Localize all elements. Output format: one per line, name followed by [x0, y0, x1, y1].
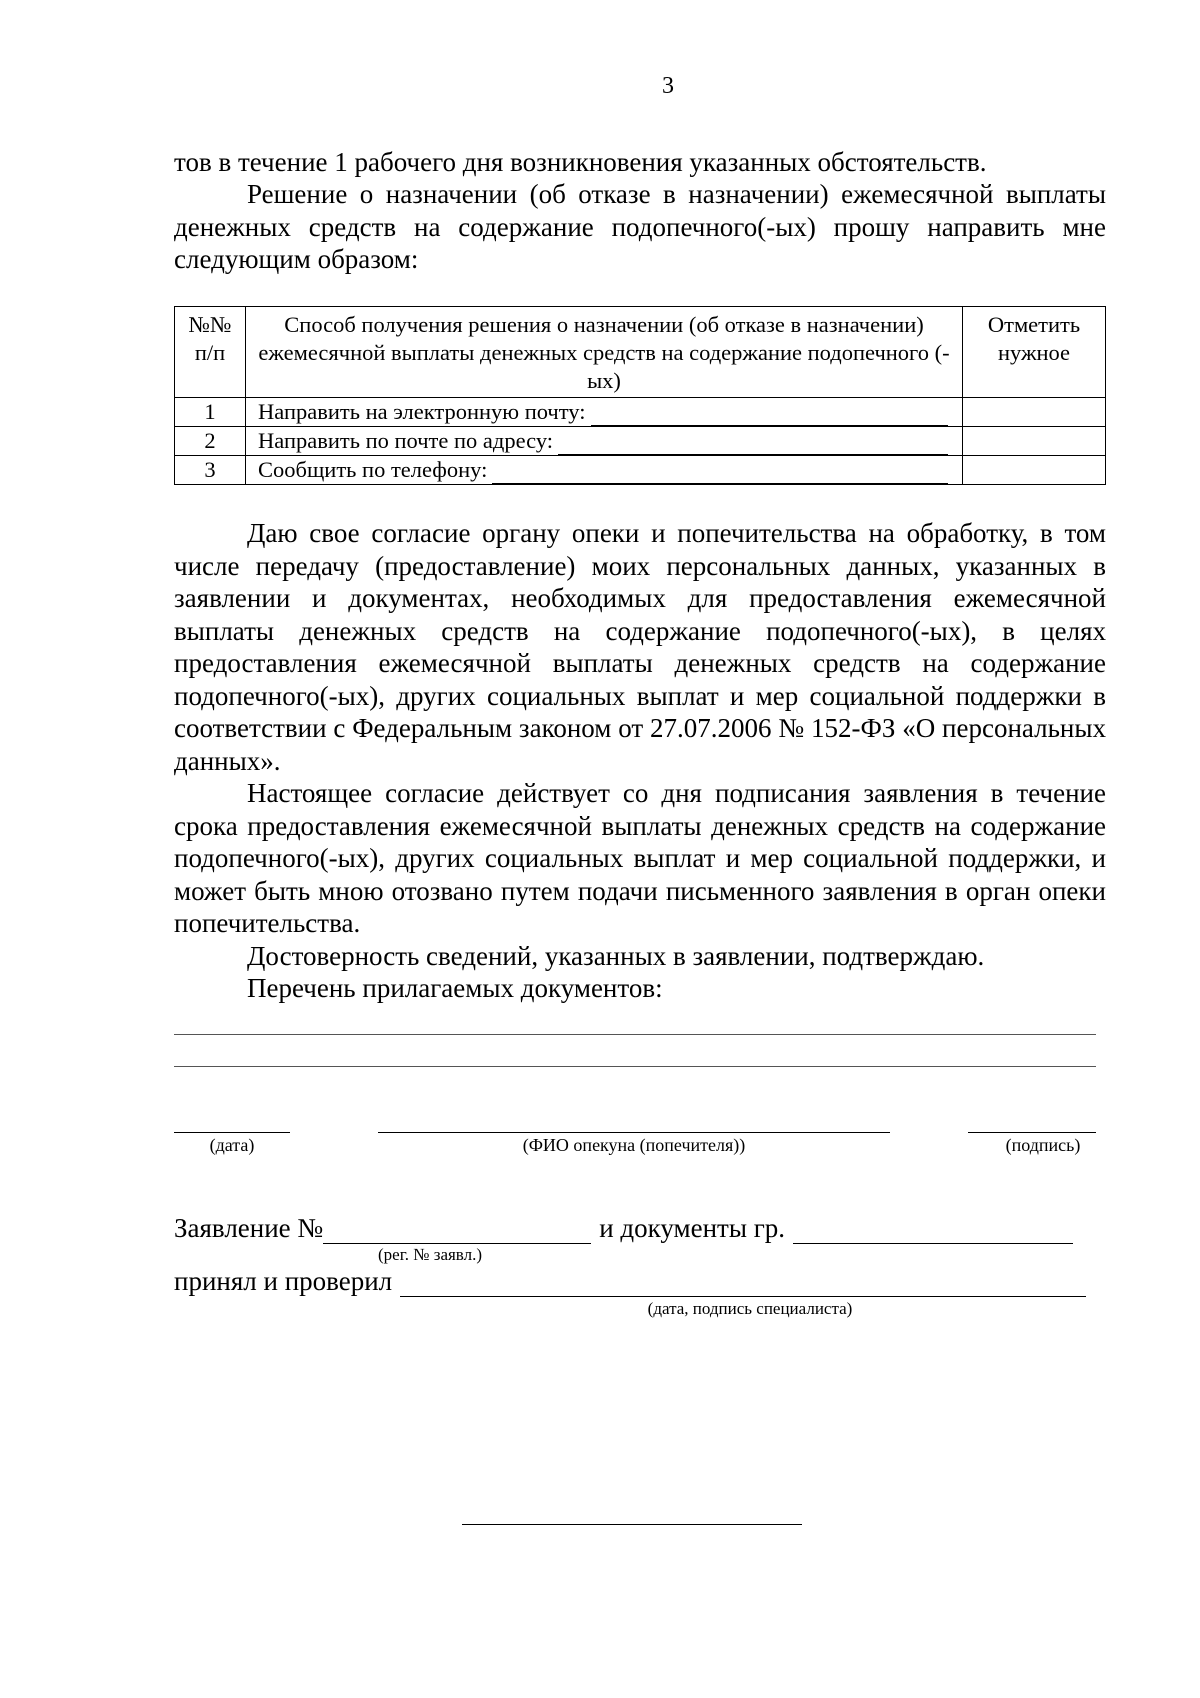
header-method: Способ получения решения о назначении (об отказе в назначении) ежемесячной выплаты денежных средств на содержание подопечного (-ых) — [246, 307, 963, 398]
method-email — [246, 398, 963, 427]
statement-row — [174, 1212, 1073, 1244]
mark-cell-phone[interactable] — [963, 456, 1106, 485]
documents-blank-line-2[interactable] — [174, 1066, 1096, 1067]
statement-label: Заявление № — [174, 1213, 324, 1243]
statement-number-field[interactable] — [323, 1215, 591, 1244]
method-phone — [246, 456, 963, 485]
date-signature-line[interactable] — [174, 1132, 290, 1133]
table-header-row — [175, 307, 1106, 398]
accepted-row — [174, 1265, 1086, 1297]
citizen-name-field[interactable] — [793, 1215, 1073, 1244]
documents-blank-line-1[interactable] — [174, 1034, 1096, 1035]
method-email-label: Направить на электронную почту: — [258, 399, 586, 424]
mark-cell-post[interactable] — [963, 427, 1106, 456]
method-post-label: Направить по почте по адресу: — [258, 428, 554, 453]
header-number: №№ п/п — [175, 307, 246, 398]
accepted-by-field[interactable] — [400, 1268, 1086, 1297]
reg-number-caption: (рег. № заявл.) — [378, 1245, 483, 1264]
footer-divider — [462, 1524, 802, 1525]
paragraph-validity: Настоящее согласие действует со дня подписания заявления в течение срока предоставления ежемесячной выплаты денежных средств на содержание подопечного(-ых), других социальных выплат и мер социальной поддержки, и может быть мною отозвано путем подачи письменного заявления в орган опеки попечительства. — [174, 778, 1106, 938]
name-signature-line[interactable] — [378, 1132, 890, 1133]
table-row — [175, 427, 1106, 456]
row-number: 2 — [175, 427, 246, 456]
paragraph-documents-list: Перечень прилагаемых документов: — [247, 973, 663, 1003]
phone-blank-field[interactable] — [492, 460, 948, 484]
paragraph-confirmation: Достоверность сведений, указанных в заявлении, подтверждаю. — [247, 941, 985, 971]
paragraph-continuation: тов в течение 1 рабочего дня возникновения указанных обстоятельств. — [174, 147, 987, 177]
address-blank-field[interactable] — [558, 431, 948, 455]
paragraph-decision-delivery: Решение о назначении (об отказе в назначении) ежемесячной выплаты денежных средств на содержание подопечного(-ых) прошу направить мне следующим образом: — [174, 179, 1106, 274]
row-number: 3 — [175, 456, 246, 485]
page-number: 3 — [662, 73, 674, 99]
email-blank-field[interactable] — [591, 402, 949, 426]
table-row — [175, 456, 1106, 485]
method-phone-label: Сообщить по телефону: — [258, 457, 488, 482]
paragraph-consent: Даю свое согласие органу опеки и попечительства на обработку, в том числе передачу (предоставление) моих персональных данных, указанных в заявлении и документах, необходимых для предоставления ежемесячной выплаты денежных средств на содержание подопечного(-ых), в целях предоставления ежемесячной выплаты денежных средств на содержание подопечного(-ых), других социальных выплат и мер социальной поддержки в соответствии с Федеральным законом от 27.07.2006 № 152-ФЗ «О персональных данных». — [174, 518, 1106, 776]
row-number: 1 — [175, 398, 246, 427]
sign-signature-line[interactable] — [968, 1132, 1096, 1133]
header-mark: Отметить нужное — [963, 307, 1106, 398]
specialist-caption: (дата, подпись специалиста) — [647, 1299, 853, 1318]
delivery-method-table — [174, 306, 1106, 485]
accepted-label: принял и проверил — [174, 1266, 393, 1296]
method-post — [246, 427, 963, 456]
documents-label: и документы гр. — [599, 1213, 786, 1243]
date-caption: (дата) — [209, 1135, 255, 1155]
signature-caption: (подпись) — [1005, 1135, 1081, 1155]
mark-cell-email[interactable] — [963, 398, 1106, 427]
name-caption: (ФИО опекуна (попечителя)) — [522, 1135, 746, 1155]
table-row — [175, 398, 1106, 427]
